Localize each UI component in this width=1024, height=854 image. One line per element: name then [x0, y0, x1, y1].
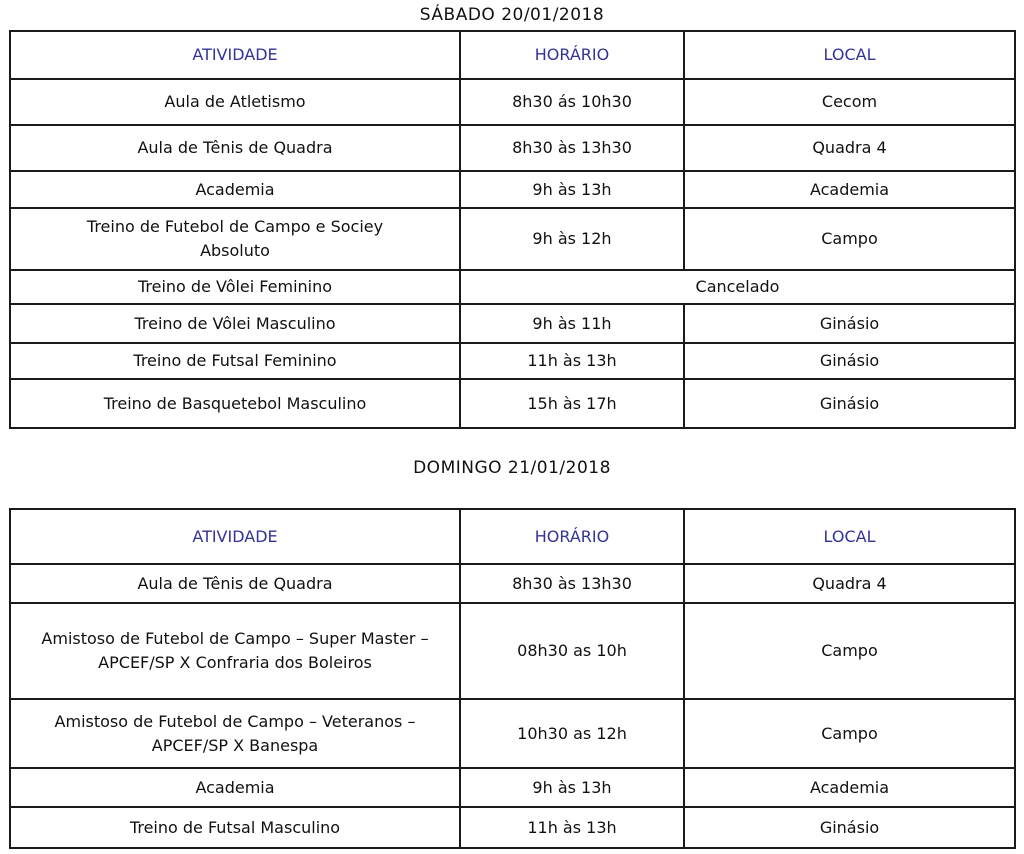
activity-cell: Academia	[10, 171, 460, 208]
activity-cell: Aula de Atletismo	[10, 79, 460, 125]
saturday-schedule-table	[9, 30, 1016, 429]
table-row	[10, 379, 1015, 428]
activity-cell: Treino de Futsal Feminino	[10, 343, 460, 379]
activity-cell: Amistoso de Futebol de Campo – Super Master – APCEF/SP X Confraria dos Boleiros	[10, 603, 460, 699]
time-cell: 08h30 as 10h	[460, 603, 684, 699]
sunday-title: DOMINGO 21/01/2018	[413, 458, 611, 478]
time-cell: 8h30 às 13h30	[460, 125, 684, 171]
place-cell: Academia	[684, 768, 1015, 807]
time-cell: 9h às 11h	[460, 304, 684, 343]
table-row	[10, 564, 1015, 603]
table-row	[10, 807, 1015, 848]
time-cell: 8h30 ás 10h30	[460, 79, 684, 125]
place-cell: Quadra 4	[684, 125, 1015, 171]
time-cell: 11h às 13h	[460, 807, 684, 848]
place-cell: Campo	[684, 603, 1015, 699]
cancelled-status-cell: Cancelado	[460, 270, 1015, 304]
table-row	[10, 699, 1015, 768]
header-activity: ATIVIDADE	[10, 509, 460, 564]
activity-cell: Treino de Futsal Masculino	[10, 807, 460, 848]
sunday-schedule-table	[9, 508, 1016, 849]
activity-cell: Amistoso de Futebol de Campo – Veteranos – APCEF/SP X Banespa	[10, 699, 460, 768]
table-row	[10, 125, 1015, 171]
time-cell: 8h30 às 13h30	[460, 564, 684, 603]
saturday-title: SÁBADO 20/01/2018	[419, 5, 605, 25]
place-cell: Ginásio	[684, 807, 1015, 848]
table-row	[10, 304, 1015, 343]
place-cell: Campo	[684, 699, 1015, 768]
time-cell: 10h30 as 12h	[460, 699, 684, 768]
header-activity: ATIVIDADE	[10, 31, 460, 79]
activity-cell: Treino de Futebol de Campo e Sociey Absoluto	[10, 208, 460, 270]
table-row	[10, 768, 1015, 807]
table-header-row	[10, 31, 1015, 79]
place-cell: Campo	[684, 208, 1015, 270]
table-row	[10, 79, 1015, 125]
table-row	[10, 208, 1015, 270]
place-cell: Ginásio	[684, 379, 1015, 428]
time-cell: 9h às 13h	[460, 171, 684, 208]
place-cell: Ginásio	[684, 304, 1015, 343]
place-cell: Academia	[684, 171, 1015, 208]
activity-cell: Aula de Tênis de Quadra	[10, 564, 460, 603]
activity-cell: Treino de Basquetebol Masculino	[10, 379, 460, 428]
time-cell: 9h às 13h	[460, 768, 684, 807]
table-row	[10, 343, 1015, 379]
table-row	[10, 171, 1015, 208]
header-place: LOCAL	[684, 509, 1015, 564]
header-place: LOCAL	[684, 31, 1015, 79]
place-cell: Cecom	[684, 79, 1015, 125]
table-row	[10, 603, 1015, 699]
time-cell: 11h às 13h	[460, 343, 684, 379]
table-row	[10, 270, 1015, 304]
header-time: HORÁRIO	[460, 509, 684, 564]
activity-cell: Academia	[10, 768, 460, 807]
activity-cell: Aula de Tênis de Quadra	[10, 125, 460, 171]
time-cell: 9h às 12h	[460, 208, 684, 270]
table-header-row	[10, 509, 1015, 564]
time-cell: 15h às 17h	[460, 379, 684, 428]
place-cell: Ginásio	[684, 343, 1015, 379]
activity-cell: Treino de Vôlei Feminino	[10, 270, 460, 304]
activity-cell: Treino de Vôlei Masculino	[10, 304, 460, 343]
header-time: HORÁRIO	[460, 31, 684, 79]
place-cell: Quadra 4	[684, 564, 1015, 603]
